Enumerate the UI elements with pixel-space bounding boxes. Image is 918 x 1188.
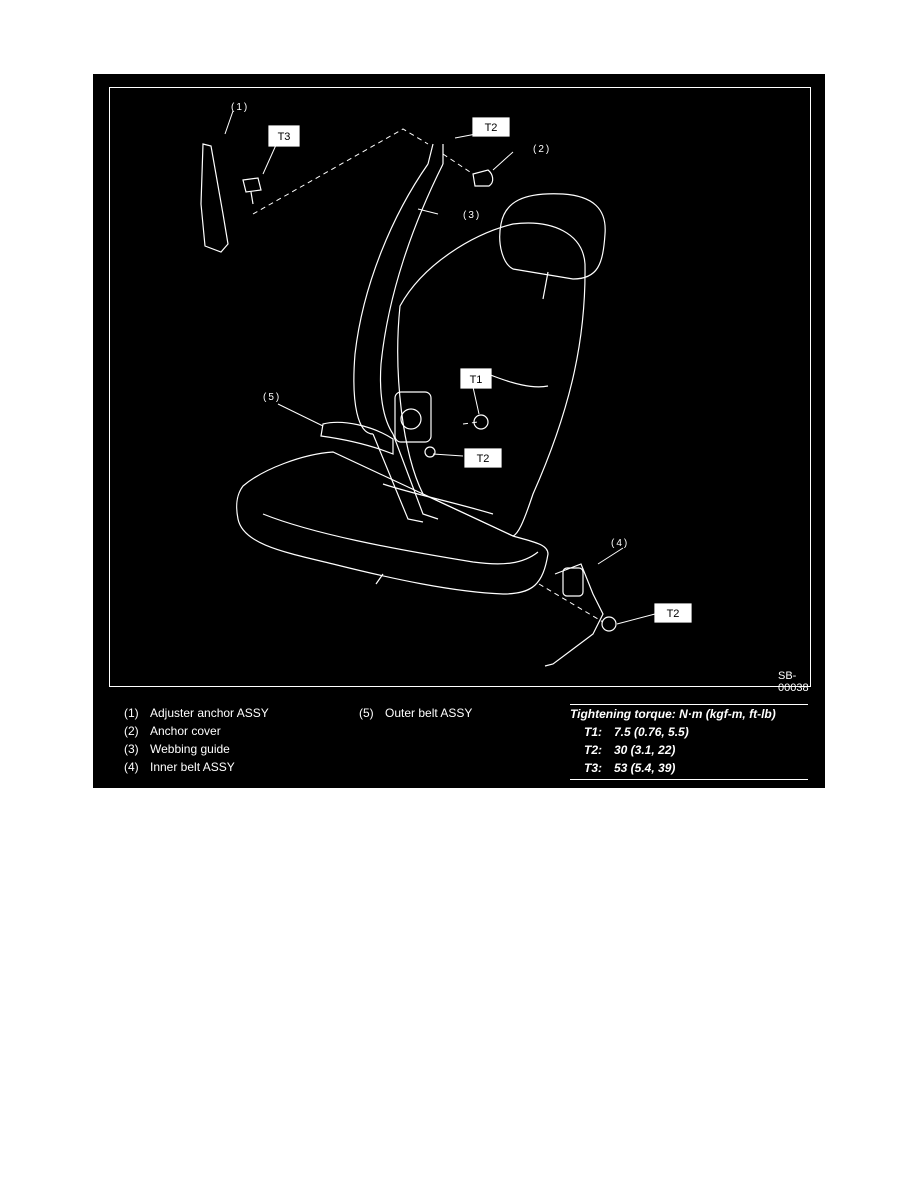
callout-3: (3) xyxy=(463,210,482,221)
legend-item xyxy=(124,704,269,722)
callout-2: (2) xyxy=(533,144,552,155)
legend-label: Outer belt ASSY xyxy=(385,706,473,720)
legend-label: Webbing guide xyxy=(150,742,230,756)
belt-webbing xyxy=(354,164,428,434)
legend-label: Inner belt ASSY xyxy=(150,760,235,774)
legend-label: Adjuster anchor ASSY xyxy=(150,706,269,720)
legend-item xyxy=(124,722,269,740)
torque-label-t1: T1 xyxy=(469,374,483,386)
legend-num: (1) xyxy=(124,706,139,720)
headrest xyxy=(500,194,605,279)
legend-item xyxy=(359,704,472,722)
inner-belt xyxy=(545,564,603,666)
torque-bottom-rule xyxy=(570,779,808,780)
torque-value: 30 (3.1, 22) xyxy=(614,743,676,757)
torque-row xyxy=(570,741,808,759)
legend-middle xyxy=(359,704,472,722)
legend-item xyxy=(124,758,269,776)
legend-num: (5) xyxy=(359,706,374,720)
diagram-panel xyxy=(93,74,825,788)
torque-label-t2-top: T2 xyxy=(484,122,498,134)
legend-item xyxy=(124,740,269,758)
reference-code: SB-00038 xyxy=(778,670,809,694)
legend-num: (4) xyxy=(124,760,139,774)
torque-label-t3: T3 xyxy=(277,131,291,143)
torque-key: T3: xyxy=(584,761,602,775)
callout-4: (4) xyxy=(611,538,630,549)
bolt-t3 xyxy=(243,178,261,204)
torque-row xyxy=(570,723,808,741)
anchor-cover xyxy=(473,170,493,186)
torque-key: T2: xyxy=(584,743,602,757)
legend-num: (3) xyxy=(124,742,139,756)
torque-title: Tightening torque: N·m (kgf-m, ft-lb) xyxy=(570,704,808,723)
torque-key: T1: xyxy=(584,725,602,739)
torque-label-t2-bottom: T2 xyxy=(666,608,680,620)
callout-1: (1) xyxy=(231,102,250,113)
seat-cushion xyxy=(237,452,548,594)
torque-table xyxy=(570,704,808,780)
callout-5: (5) xyxy=(263,392,282,403)
torque-value: 7.5 (0.76, 5.5) xyxy=(614,725,689,739)
seat-belt-illustration xyxy=(93,74,825,685)
legend-num: (2) xyxy=(124,724,139,738)
outer-belt xyxy=(321,422,393,454)
adjuster-anchor xyxy=(201,144,228,252)
legend-label: Anchor cover xyxy=(150,724,221,738)
torque-label-t2-mid: T2 xyxy=(476,453,490,465)
legend-left xyxy=(124,704,269,776)
torque-row xyxy=(570,759,808,777)
torque-value: 53 (5.4, 39) xyxy=(614,761,676,775)
